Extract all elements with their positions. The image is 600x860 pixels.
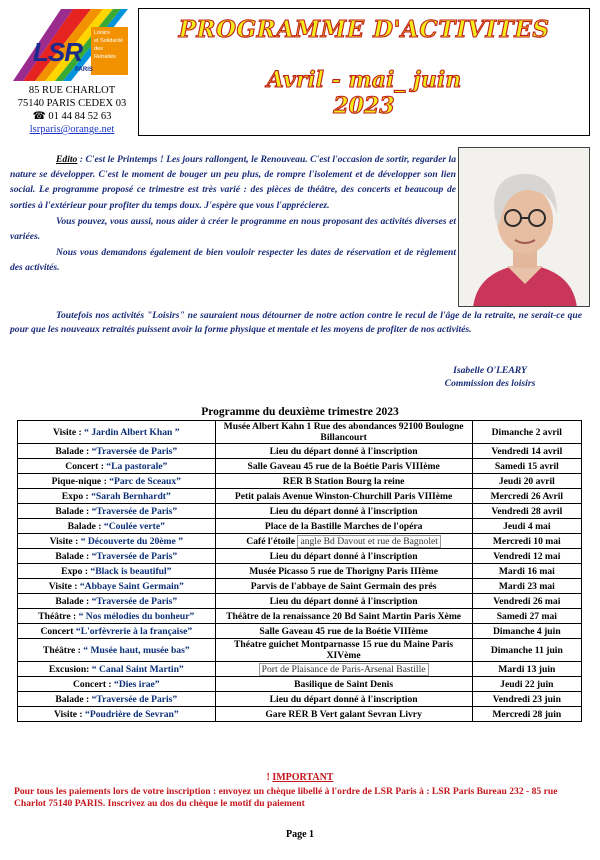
logo-brand: LSR [33, 37, 82, 67]
period-title: Avril - mai_ juin [266, 67, 462, 93]
activity-name: “Dies irae” [114, 678, 160, 690]
activity-type: Excusion: [48, 663, 92, 675]
activity-name: “Poudrière de Sevran” [85, 708, 179, 720]
activity-cell [18, 444, 216, 459]
place-cell [215, 692, 472, 707]
activity-name: “Traversée de Paris” [91, 550, 178, 562]
activity-place-extra: angle Bd Davout et rue de Bagnolet [297, 535, 440, 548]
title-box [138, 8, 590, 136]
activity-date: Mercredi 10 mai [472, 534, 581, 549]
activity-place: Lieu du départ donné à l'inscription [269, 445, 418, 457]
activity-place: Salle Gaveau 45 rue de la Boétie Paris VIIIème [247, 460, 440, 472]
activity-type: Balade : [55, 550, 92, 562]
table-row [18, 609, 582, 624]
table-row [18, 639, 582, 662]
signature-role: Commission des loisirs [444, 378, 536, 389]
page-number: Page 1 [285, 829, 315, 840]
place-cell [215, 579, 472, 594]
activity-place: Théatre guichet Montparnasse 15 rue du Maine Paris XIVème [234, 639, 454, 661]
activity-date: Mardi 23 mai [472, 579, 581, 594]
place-cell [215, 677, 472, 692]
activity-type: Visite : [48, 580, 80, 592]
place-cell [215, 421, 472, 444]
table-row [18, 624, 582, 639]
activity-cell [18, 707, 216, 722]
activity-date: Samedi 15 avril [472, 459, 581, 474]
edito-paragraph-2: Vous pouvez, vous aussi, nous aider à créer le programme en nous proposant des activités diverses et variées. [10, 215, 456, 243]
activity-type: Balade : [55, 595, 92, 607]
edito-paragraph-4: Toutefois nos activités "Loisirs" ne sauraient nous détourner de notre action contre le recul de l'âge de la retraite, ne serait-ce que pour que les nouveaux retraités puissent avoir la forme physique et mentale et les moyens de profiter de nos activités. [10, 310, 582, 335]
programme-table-body [18, 421, 582, 722]
activity-name: “Traversée de Paris” [91, 445, 178, 457]
programme-title: Programme du deuxième trimestre 2023 [201, 406, 399, 418]
place-cell [215, 444, 472, 459]
activity-cell [18, 692, 216, 707]
table-row [18, 594, 582, 609]
activity-type: Pique-nique : [51, 475, 110, 487]
activity-cell [18, 564, 216, 579]
place-cell [215, 504, 472, 519]
place-cell [215, 549, 472, 564]
place-cell [215, 519, 472, 534]
activity-type: Concert : [73, 678, 115, 690]
activity-name: “ Canal Saint Martin” [91, 663, 184, 675]
activity-cell [18, 489, 216, 504]
place-cell [215, 624, 472, 639]
activity-name: “ Nos mélodies du bonheur” [78, 610, 195, 622]
activity-name: “Traversée de Paris” [91, 693, 178, 705]
activity-cell [18, 662, 216, 677]
place-cell [215, 662, 472, 677]
lsr-logo [13, 9, 128, 81]
activity-place-extra: Port de Plaisance de Paris-Arsenal Bastille [259, 663, 429, 676]
activity-type: Théâtre : [38, 610, 79, 622]
table-row [18, 519, 582, 534]
place-cell [215, 609, 472, 624]
table-row [18, 421, 582, 444]
activity-place: Basilique de Saint Denis [294, 678, 394, 690]
activity-name: “ Découverte du 20ème ” [80, 535, 183, 547]
table-row [18, 564, 582, 579]
activity-cell [18, 534, 216, 549]
activity-date: Mercredi 26 Avril [472, 489, 581, 504]
activity-type: Visite : [53, 708, 86, 720]
table-row [18, 489, 582, 504]
activity-date: Samedi 27 mai [472, 609, 581, 624]
important-heading [0, 772, 600, 783]
activity-place: Petit palais Avenue Winston-Churchill Paris VIIIème [234, 490, 453, 502]
activity-cell [18, 624, 216, 639]
activity-place: Place de la Bastille Marches de l'opéra [264, 520, 423, 532]
activity-date: Mercredi 28 juin [472, 707, 581, 722]
activity-type: Expo : [61, 490, 92, 502]
activity-cell [18, 519, 216, 534]
activity-place: Musée Picasso 5 rue de Thorigny Paris IIIème [249, 565, 438, 577]
activity-place: Parvis de l'abbaye de Saint Germain des prés [250, 580, 437, 592]
activity-place: Café l'étoile [246, 535, 296, 547]
activity-place: Musée Albert Kahn 1 Rue des abondances 92100 Boulogne Billancourt [223, 421, 464, 443]
author-photo [458, 147, 590, 307]
activity-type: Balade : [55, 445, 92, 457]
activity-cell [18, 459, 216, 474]
activity-type: Balade : [55, 505, 92, 517]
activity-place: Théâtre de la renaissance 20 Bd Saint Martin Paris Xème [226, 610, 462, 622]
activity-date: Vendredi 14 avril [472, 444, 581, 459]
activity-cell [18, 609, 216, 624]
activity-date: Vendredi 26 mai [472, 594, 581, 609]
place-cell [215, 707, 472, 722]
programme-table [17, 420, 582, 722]
page-title: PROGRAMME D'ACTIVITES [178, 16, 550, 43]
activity-cell [18, 549, 216, 564]
activity-date: Jeudi 4 mai [472, 519, 581, 534]
payment-instructions: Pour tous les paiements lors de votre inscription : envoyez un chèque libellé à l'ordre de LSR Paris à : LSR Paris Bureau 232 - 85 rue Charlot 75140 PARIS. Inscrivez au dos du chèque le motif du paiement [14, 786, 558, 809]
activity-name: “Traversée de Paris” [91, 505, 178, 517]
activity-date: Vendredi 23 juin [472, 692, 581, 707]
address-street: 85 RUE CHARLOT [28, 85, 116, 96]
activity-cell [18, 677, 216, 692]
activity-date: Vendredi 28 avril [472, 504, 581, 519]
table-row [18, 504, 582, 519]
important-label: IMPORTANT [272, 772, 334, 783]
table-row [18, 677, 582, 692]
activity-cell [18, 594, 216, 609]
logo-tagline: Loisirs et Solidarité des Retraités [91, 27, 128, 75]
activity-place: Lieu du départ donné à l'inscription [269, 505, 418, 517]
activity-type: Visite : [49, 535, 81, 547]
activity-cell [18, 474, 216, 489]
activity-date: Dimanche 11 juin [472, 639, 581, 662]
portrait-image [459, 148, 590, 307]
activity-place: Lieu du départ donné à l'inscription [269, 595, 418, 607]
activity-name: “Parc de Sceaux” [109, 475, 181, 487]
address-block [8, 84, 136, 136]
place-cell [215, 534, 472, 549]
edito-paragraph-1: C'est le Printemps ! Les jours rallongent, le Renouveau. C'est l'occasion de sortir, regarder la nature se développer. C'est le moment de bouger un peu plus, de rompre l'isolement et de développer son lien social. Le programme proposé ce trimestre est très varié : des pièces de théâtre, des concerts et beaucoup de sorties à l'extérieur pour profiter du temps doux. J'espère que vous l'apprécierez. [10, 154, 456, 211]
activity-name: “Traversée de Paris” [91, 595, 178, 607]
activity-date: Dimanche 2 avril [472, 421, 581, 444]
table-row [18, 444, 582, 459]
important-icon: ! [266, 772, 273, 783]
activity-type: Visite : [53, 426, 85, 438]
activity-name: “La pastorale” [106, 460, 168, 472]
logo-city: PARIS [75, 67, 93, 73]
place-cell [215, 459, 472, 474]
activity-type: Expo : [61, 565, 91, 577]
activity-name: “Coulée verte” [103, 520, 165, 532]
signature-block [400, 364, 580, 390]
edito-paragraph-3: Nous vous demandons également de bien vouloir respecter les dates de réservation et de règlement des activités. [10, 247, 456, 274]
activity-name: “ Jardin Albert Khan ” [84, 426, 180, 438]
activity-cell [18, 421, 216, 444]
activity-name: “Abbaye Saint Germain” [79, 580, 184, 592]
activity-place: Salle Gaveau 45 rue de la Boétie VIIIème [259, 625, 428, 637]
activity-type: Balade : [55, 693, 92, 705]
table-row [18, 459, 582, 474]
signature-name: Isabelle O'LEARY [453, 365, 527, 376]
address-phone: ☎ 01 44 84 52 63 [32, 111, 112, 122]
activity-date: Jeudi 20 avril [472, 474, 581, 489]
edito-label: Edito [56, 154, 78, 165]
place-cell [215, 564, 472, 579]
activity-place: Lieu du départ donné à l'inscription [269, 550, 418, 562]
activity-type: Concert : [65, 460, 107, 472]
activity-name: “L'orfèvrerie à la française” [75, 625, 193, 637]
activity-cell [18, 579, 216, 594]
year-title: 2023 [333, 93, 395, 119]
activity-cell [18, 639, 216, 662]
activity-name: “Black is beautiful” [90, 565, 172, 577]
table-row [18, 579, 582, 594]
activity-date: Dimanche 4 juin [472, 624, 581, 639]
activity-date: Mardi 16 mai [472, 564, 581, 579]
activity-type: Concert [40, 625, 76, 637]
activity-place: RER B Station Bourg la reine [282, 475, 405, 487]
table-row [18, 662, 582, 677]
activity-type: Balade : [67, 520, 104, 532]
activity-name: “ Musée haut, musée bas” [83, 644, 190, 656]
activity-date: Jeudi 22 juin [472, 677, 581, 692]
address-email-link[interactable]: lsrparis@orange.net [29, 124, 115, 135]
table-row [18, 534, 582, 549]
address-city: 75140 PARIS CEDEX 03 [17, 98, 127, 109]
activity-place: Lieu du départ donné à l'inscription [269, 693, 418, 705]
edito-text: Edito : C'est le Printemps ! Les jours rallongent, le Renouveau. C'est l'occasion de sortir, regarder la nature se développer. C'est le moment de bouger un peu plus, de rompre l'isolement et de développer son lien social. Le programme proposé ce trimestre est très varié : des pièces de théâtre, des concerts et beaucoup de sorties à l'extérieur pour profiter du temps doux. J'espère que vous l'apprécierez. Vous pouvez, vous aussi, nous aider à créer le programme en nous proposant des activités diverses et variées. Nous vous demandons également de bien vouloir respecter les dates de réservation et de règlement des activités. [10, 152, 456, 277]
table-row [18, 474, 582, 489]
table-row [18, 549, 582, 564]
activity-place: Gare RER B Vert galant Sevran Livry [265, 708, 422, 720]
place-cell [215, 594, 472, 609]
table-row [18, 707, 582, 722]
activity-type: Théâtre : [42, 644, 84, 656]
table-row [18, 692, 582, 707]
place-cell [215, 489, 472, 504]
place-cell [215, 474, 472, 489]
activity-cell [18, 504, 216, 519]
activity-date: Mardi 13 juin [472, 662, 581, 677]
activity-date: Vendredi 12 mai [472, 549, 581, 564]
place-cell [215, 639, 472, 662]
activity-name: “Sarah Bernhardt” [91, 490, 171, 502]
